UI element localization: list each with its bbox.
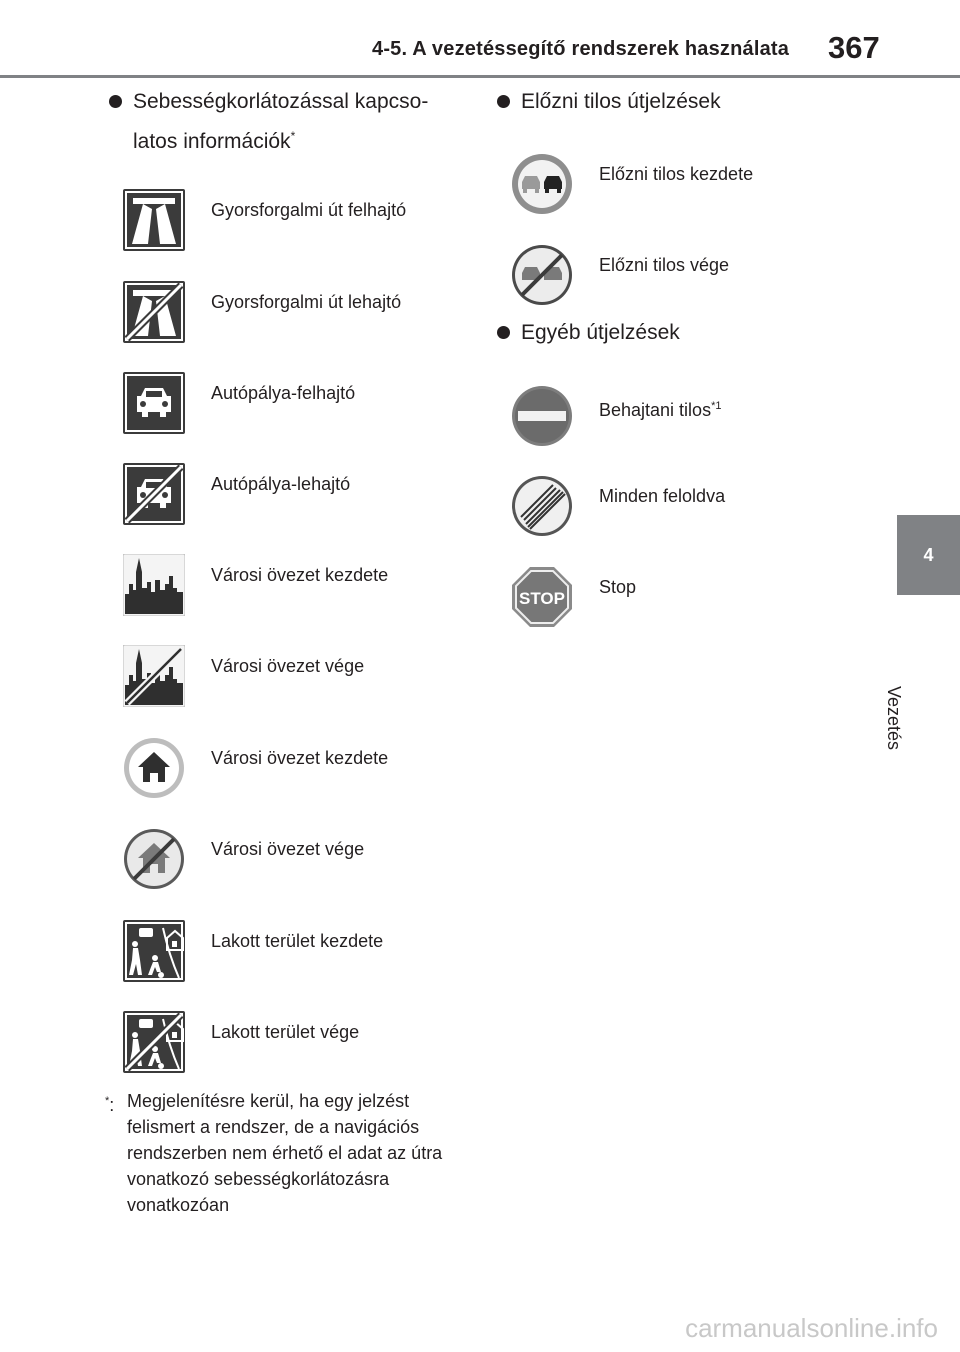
- no-overtaking-end-icon: [511, 244, 573, 306]
- other-signs-heading: Egyéb útjelzések: [521, 315, 881, 350]
- page-number: 367: [828, 30, 880, 65]
- footnote: [105, 1088, 465, 1218]
- town-start-icon: [123, 737, 185, 799]
- chapter-tab: 4: [897, 515, 960, 595]
- watermark: carmanualsonline.info: [685, 1313, 938, 1343]
- expressway-exit-icon: [123, 463, 185, 525]
- footnote-text: Megjelenítésre kerül, ha egy jelzést felismert a rendszer, de a navigációs rendszerben nem érhető el adat az útra vonatkozó sebességkorlátozásra vonatkozóan: [127, 1091, 443, 1215]
- residential-end-icon: [123, 1011, 185, 1073]
- city-start-icon: [123, 554, 185, 616]
- expressway-entry-icon: [123, 372, 185, 434]
- residential-start-icon: [123, 920, 185, 982]
- chapter-label: Vezetés: [884, 686, 904, 751]
- no-overtaking-start-icon: [511, 153, 573, 215]
- speed-limit-info-heading: Sebességkorlátozással kapcso- latos információk*: [133, 84, 463, 159]
- footnote-mark: *:: [105, 1095, 115, 1115]
- header-rule: [0, 75, 960, 78]
- motorway-entry-icon: [123, 189, 185, 251]
- bullet-icon: [497, 95, 510, 108]
- motorway-exit-icon: [123, 281, 185, 343]
- bullet-icon: [497, 326, 510, 339]
- city-end-icon: [123, 645, 185, 707]
- svg-text:STOP: STOP: [519, 589, 565, 608]
- bullet-icon: [109, 95, 122, 108]
- no-entry-icon: [511, 385, 573, 447]
- no-overtaking-signs-heading: Előzni tilos útjelzések: [521, 84, 881, 119]
- town-end-icon: [123, 828, 185, 890]
- stop-icon: [511, 566, 573, 628]
- running-header: 4-5. A vezetéssegítő rendszerek használata: [372, 38, 790, 60]
- end-of-all-restrictions-icon: [511, 475, 573, 537]
